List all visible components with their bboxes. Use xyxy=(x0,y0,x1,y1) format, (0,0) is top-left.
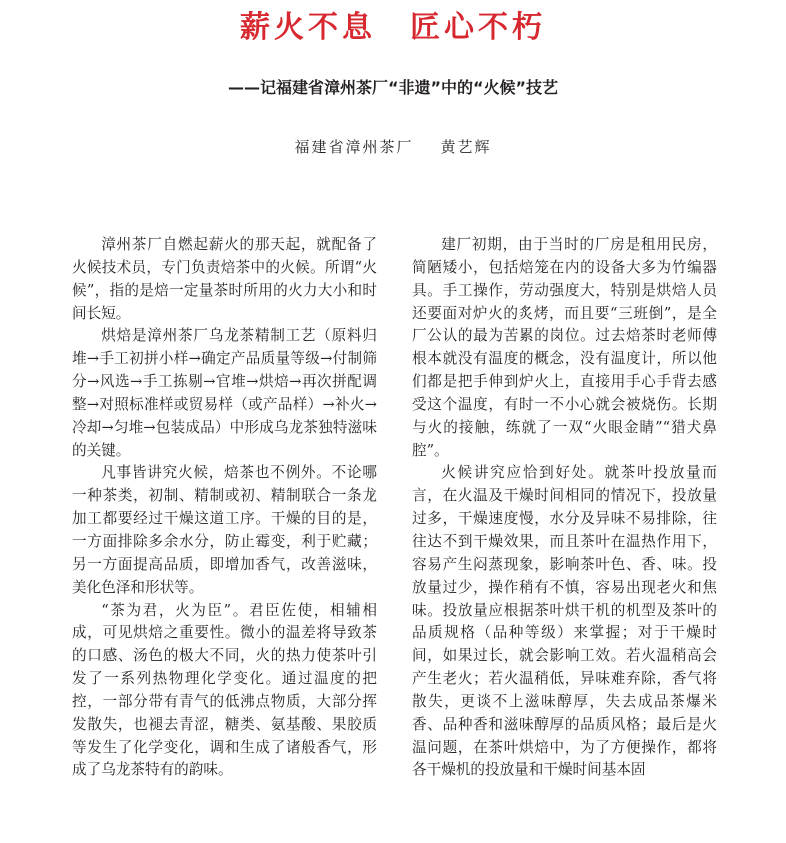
paragraph: 漳州茶厂自燃起薪火的那天起，就配备了火候技术员，专门负责焙茶中的火候。所谓“火候”，指的是焙一定量茶时所用的火力大小和时间长短。 xyxy=(72,236,377,322)
paragraph: 火候讲究应恰到好处。就茶叶投放量而言，在火温及干燥时间相同的情况下，投放量过多，干燥速度慢，水分及异味不易排除，往往达不到干燥效果，而且茶叶在温热作用下，容易产生闷蒸现象，影响茶叶色、香、味。投放量过少，操作稍有不慎，容易出现老火和焦味。投放量应根据茶叶烘干机的机型及茶叶的品质规格（品种等级）来掌握；对于干燥时间，如果过长，就会影响工效。若火温稍高会产生老火；若火温稍低，异味难弃除，香气将散失，更谈不上滋味醇厚，失去成品茶爆米香、品种香和滋味醇厚的品质风格；最后是火温问题，在茶叶烘焙中，为了方便操作，都将各干燥机的投放量和干燥时间基本固 xyxy=(412,464,717,779)
right-column xyxy=(412,234,717,782)
author-organization: 福建省漳州茶厂 xyxy=(294,138,414,156)
paragraph: “茶为君，火为臣”。君臣佐使，相辅相成，可见烘焙之重要性。微小的温差将导致茶的口感、汤色的极大不同，火的热力使茶叶引发了一系列热物理化学变化。通过温度的把控，一部分带有青气的低沸点物质，大部分挥发散失，也褪去青涩，糖类、氨基酸、果胶质等发生了化学变化，调和生成了诸般香气，形成了乌龙茶特有的韵味。 xyxy=(72,601,377,779)
author-name: 黄艺辉 xyxy=(440,138,492,156)
paragraph: 凡事皆讲究火候，焙茶也不例外。不论哪一种茶类，初制、精制或初、精制联合一条龙加工都要经过干燥这道工序。干燥的目的是，一方面排除多余水分，防止霉变，利于贮藏；另一方面提高品质，即增加香气，改善滋味，美化色泽和形状等。 xyxy=(72,464,377,596)
article-subtitle: ——记福建省漳州茶厂“非遗”中的“火候”技艺 xyxy=(227,78,559,97)
byline xyxy=(0,136,786,158)
paragraph: 烘焙是漳州茶厂乌龙茶精制工艺（原料归堆→手工初拼小样→确定产品质量等级→付制筛分→风选→手工拣剔→官堆→烘焙→再次拼配调整→对照标准样或贸易样（或产品样）→补火→冷却→匀堆→包装成品）中形成乌龙茶独特滋味的关键。 xyxy=(72,327,377,459)
paragraph: 建厂初期，由于当时的厂房是租用民房，简陋矮小，包括焙笼在内的设备大多为竹编器具。手工操作，劳动强度大，特别是烘焙人员还要面对炉火的炙烤，而且要“三班倒”，是全厂公认的最为苦累的岗位。过去焙茶时老师傅根本就没有温度的概念，没有温度计，所以他们都是把手伸到炉火上，直接用手心手背去感受这个温度，有时一不小心就会被烧伤。长期与火的接触，练就了一双“火眼金睛”“猎犬鼻腔”。 xyxy=(412,236,717,459)
article-title: 薪火不息 匠心不朽 xyxy=(240,10,546,45)
left-column xyxy=(72,234,377,782)
